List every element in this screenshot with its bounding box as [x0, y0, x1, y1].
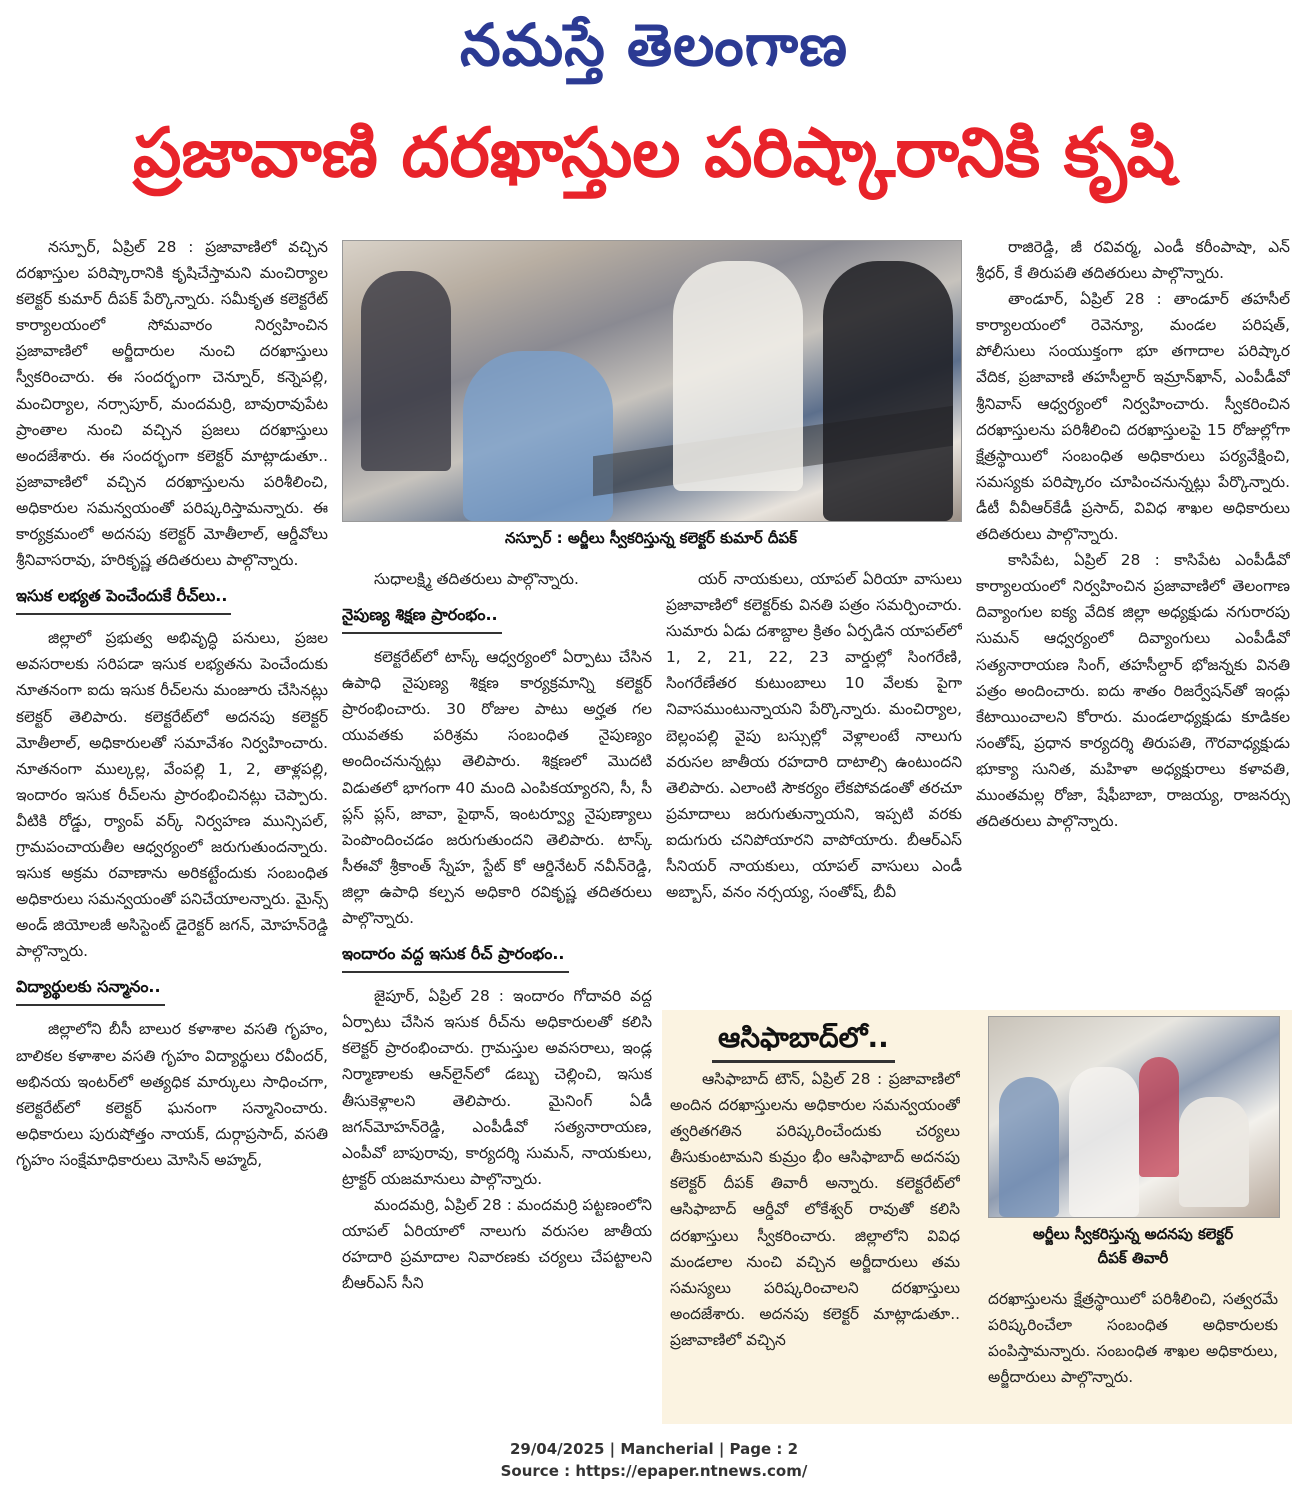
article-paragraph: జైపూర్, ఏప్రిల్ 28 : ఇందారం గోదావరి వద్ద ఏర్పాటు చేసిన ఇసుక రీచ్‌ను అధికారులతో కలిసి కలెక్టర్ ప్రారంభించారు. గ్రామస్తుల అవసరాలు, ఇండ్ల నిర్మాణాలకు ఆన్‌లైన్‌లో డబ్బు చెల్లించి, ఇసుక తీసుకెళ్లాలని తెలిపారు. మైనింగ్ ఏడీ జగన్‌మోహన్‌రెడ్డి, ఎంపీడీవో సత్యనారాయణ, ఎంపీవో బాపురావు, కార్యదర్శి సుమన్, నాయకులు, ట్రాక్టర్ యజమానులు పాల్గొన్నారు.	[342, 987, 652, 1188]
article-paragraph: యర్ నాయకులు, యాపల్ ఏరియా వాసులు ప్రజావాణిలో కలెక్టర్‌కు వినతి పత్రం సమర్పించారు. సుమారు ఏడు దశాబ్దాల క్రితం ఏర్పడిన యాపల్‌లో 1, 2, 21, 22, 23 వార్డుల్లో సింగరేణి, సింగరేణేతర కుటుంబాలు 10 వేలకు పైగా నివాసముంటున్నాయని పేర్కొన్నారు. మంచిర్యాల, బెల్లంపల్లి వైపు బస్సుల్లో వెళ్లాలంటే నాలుగు వరుసల జాతీయ రహదారి దాటాల్సి ఉంటుందని తెలిపారు. ఎలాంటి సౌకర్యం లేకపోవడంతో తరచూ ప్రమాదాలు జరుగుతున్నాయని, ఇప్పటి వరకు ఐదుగురు చనిపోయారని వాపోయారు. బీఆర్‌ఎస్ సీనియర్ నాయకులు, యాపల్ వాసులు ఎండీ అబ్బాస్, వనం నర్సయ్య, సంతోష్, బీవీ	[666, 570, 962, 902]
subheading: ఇందారం వద్ద ఇసుక రీచ్ ప్రారంభం..	[342, 939, 569, 973]
article-paragraph: కాసిపేట, ఏప్రిల్ 28 : కాసిపేట ఎంపీడీవో కార్యాలయంలో నిర్వహించిన ప్రజావాణిలో తెలంగాణ దివ్యాంగుల ఐక్య వేదిక జిల్లా అధ్యక్షుడు నగురారపు సుమన్ ఆధ్వర్యంలో దివ్యాంగులు ఎంపీడీవో సత్యనారాయణ సింగ్, తహసీల్దార్ భోజన్నకు వినతి పత్రం అందించారు. ఐదు శాతం రిజర్వేషన్‌తో ఇండ్లు కేటాయించాలని కోరారు. మండలాధ్యక్షుడు కూడికల సంతోష్, ప్రధాన కార్యదర్శి తిరుపతి, గౌరవాధ్యక్షుడు భూక్యా సునిత, మహిళా అధ్యక్షురాలు కళావతి, ముంతమల్ల రోజా, షేఫీబాబా, రాజయ్య, రాజనర్సు తదితరులు పాల్గొన్నారు.	[976, 551, 1290, 831]
article-paragraph: తాండూర్, ఏప్రిల్ 28 : తాండూర్ తహసీల్ కార్యాలయంలో రెవెన్యూ, మండల పరిషత్, పోలీసులు సంయుక్తంగా భూ తగాదాల పరిష్కార వేదిక, ప్రజావాణి తహసీల్దార్ ఇమ్రాన్‌ఖాన్, ఎంపీడీవో శ్రీనివాస్ ఆధ్వర్యంలో నిర్వహించారు. స్వీకరించిన దరఖాస్తులను పరిశీలించి దరఖాస్తులపై 15 రోజుల్లోగా క్షేత్రస్థాయిలో సంబంధిత అధికారులు పర్యవేక్షించి, సమస్యకు పరిష్కారం చూపించనున్నట్లు పేర్కొన్నారు. డీటీ వీవీఆర్‌కేడీ ప్రసాద్, వివిధ శాఖల అధికారులు తదితరులు పాల్గొన్నారు.	[976, 290, 1290, 544]
column-3	[666, 566, 962, 986]
subheading: విద్యార్థులకు సన్మానం..	[16, 972, 165, 1006]
asifabad-box	[662, 1010, 1292, 1424]
photo-figure	[463, 351, 613, 521]
asifabad-title: ఆసిఫాబాద్‌లో..	[712, 1016, 895, 1063]
footer-date-line: 29/04/2025 | Mancherial | Page : 2	[509, 1440, 799, 1458]
photo-figure	[361, 271, 451, 471]
column-1	[16, 234, 328, 1424]
main-photo	[342, 240, 962, 522]
article-paragraph: మందమర్రి, ఏప్రిల్ 28 : మందమర్రి పట్టణంలోని యాపల్ ఏరియాలో నాలుగు వరుసల జాతీయ రహదారి ప్రమాదాల నివారణకు చర్యలు చేపట్టాలని బీఆర్‌ఎస్ సీని	[342, 1195, 652, 1293]
asifabad-text	[670, 1066, 960, 1420]
photo-figure	[673, 261, 803, 491]
article-paragraph: జిల్లాలో ప్రభుత్వ అభివృద్ధి పనులు, ప్రజల అవసరాలకు సరిపడా ఇసుక లభ్యతను పెంచేందుకు నూతనంగా ఐదు ఇసుక రీచ్‌లను మంజూరు చేసినట్లు కలెక్టర్ తెలిపారు. కలెక్టరేట్‌లో అదనపు కలెక్టర్ మోతీలాల్, అధికారులతో సమావేశం నిర్వహించారు. నూతనంగా ముల్కల్ల, వేంపల్లి 1, 2, తాళ్లపల్లి, ఇందారం ఇసుక రీచ్‌లను ప్రారంభించినట్లు చెప్పారు. వీటికి రోడ్డు, ర్యాంప్ వర్క్ నిర్వహణ మున్సిపల్, గ్రామపంచాయతీల ఆధ్వర్యంలో జరుగుతుందన్నారు. ఇసుక అక్రమ రవాణాను అరికట్టేందుకు సంబంధిత అధికారులు సమన్వయంతో పనిచేయాలన్నారు. మైన్స్ అండ్ జియోలజీ అసిస్టెంట్ డైరెక్టర్ జగన్, మోహన్‌రెడ్డి పాల్గొన్నారు.	[16, 629, 328, 961]
subheading: నైపుణ్య శిక్షణ ప్రారంభం..	[342, 600, 502, 634]
article-paragraph: రాజిరెడ్డి, జీ రవివర్మ, ఎండీ కరీంపాషా, ఎన్ శ్రీధర్, కే తిరుపతి తదితరులు పాల్గొన్నారు.	[976, 238, 1290, 283]
article-paragraph: దరఖాస్తులను క్షేత్రస్థాయిలో పరిశీలించి, సత్వరమే పరిష్కరించేలా సంబంధిత అధికారులకు పంపిస్తామన్నారు. సంబంధిత శాఖల అధికారులు, అర్జీదారులు పాల్గొన్నారు.	[988, 1290, 1278, 1387]
masthead-logo: నమస్తే తెలంగాణ	[460, 11, 848, 79]
photo-figure	[999, 1077, 1059, 1217]
photo-figure	[1179, 1097, 1249, 1207]
column-2	[342, 566, 652, 1424]
column-4	[976, 234, 1290, 986]
asifabad-text-continued	[988, 1286, 1278, 1420]
article-paragraph: కలెక్టరేట్‌లో టాస్క్ ఆధ్వర్యంలో ఏర్పాటు చేసిన ఉపాధి నైపుణ్య శిక్షణ కార్యక్రమాన్ని కలెక్టర్ ప్రారంభించారు. 30 రోజుల పాటు అర్హత గల యువతకు పరిశ్రమ సంబంధిత నైపుణ్యం అందించనున్నట్లు తెలిపారు. శిక్షణలో మొదటి విడుతలో భాగంగా 40 మంది ఎంపికయ్యారని, సీ, సీ ప్లస్ ప్లస్, జావా, పైథాన్, ఇంటర్వ్యూ నైపుణ్యాలు పెంపొందించడం జరుగుతుందని తెలిపారు. టాస్క్ సీఈవో శ్రీకాంత్ స్నేహ, స్టేట్ కో ఆర్డినేటర్ నవీన్‌రెడ్డి, జిల్లా ఉపాధి కల్పన అధికారి రవికృష్ణ తదితరులు పాల్గొన్నారు.	[342, 648, 652, 928]
subheading: ఇసుక లభ్యత పెంచేందుకే రీచ్‌లు..	[16, 581, 231, 615]
footer-source-line: Source : https://epaper.ntnews.com/	[500, 1462, 808, 1480]
caption-line: దీపక్ తివారీ	[1097, 1249, 1169, 1267]
asifabad-caption	[988, 1222, 1278, 1270]
article-paragraph: ఆసిఫాబాద్ టౌన్, ఏప్రిల్ 28 : ప్రజావాణిలో అందిన దరఖాస్తులను అధికారుల సమన్వయంతో త్వరితగతిన పరిష్కరించేందుకు చర్యలు తీసుకుంటామని కుమ్రం భీం ఆసిఫాబాద్ అదనపు కలెక్టర్ దీపక్ తివారీ అన్నారు. కలెక్టరేట్‌లో ఆసిఫాబాద్ ఆర్డీవో లోకేశ్వర్ రావుతో కలిసి దరఖాస్తులు స్వీకరించారు. జిల్లాలోని వివిధ మండలాల నుంచి వచ్చిన అర్జీదారులు తమ సమస్యలు పరిష్కరించాలని దరఖాస్తులు అందజేశారు. అదనపు కలెక్టర్ మాట్లాడుతూ.. ప్రజావాణిలో వచ్చిన	[670, 1070, 960, 1349]
article-paragraph: జిల్లాలోని బీసీ బాలుర కళాశాల వసతి గృహం, బాలికల కళాశాల వసతి గృహం విద్యార్థులు రవీందర్, అభినయ ఇంటర్‌లో అత్యధిక మార్కులు సాధించగా, కలెక్టరేట్‌లో కలెక్టర్ ఘనంగా సన్మానించారు. అధికారులు పురుషోత్తం నాయక్, దుర్గాప్రసాద్, వసతి గృహం సంక్షేమాధికారులు మోసిన్ అహ్మద్,	[16, 1020, 328, 1169]
photo-figure	[1139, 1057, 1179, 1177]
headline: ప్రజావాణి దరఖాస్తుల పరిష్కారానికి కృషి	[133, 114, 1175, 193]
article-paragraph: సుధాలక్ష్మి తదితరులు పాల్గొన్నారు.	[374, 570, 579, 588]
asifabad-photo	[988, 1016, 1280, 1218]
article-paragraph: నస్పూర్, ఏప్రిల్ 28 : ప్రజావాణిలో వచ్చిన దరఖాస్తుల పరిష్కారానికి కృషిచేస్తామని మంచిర్యాల కలెక్టర్ కుమార్ దీపక్ పేర్కొన్నారు. సమీకృత కలెక్టరేట్ కార్యాలయంలో సోమవారం నిర్వహించిన ప్రజావాణిలో అర్జీదారుల నుంచి దరఖాస్తులు స్వీకరించారు. ఈ సందర్భంగా చెన్నూర్, కన్నెపల్లి, మంచిర్యాల, నర్సాపూర్, మందమర్రి, బావురావుపేట ప్రాంతాల నుంచి వచ్చిన ప్రజలు దరఖాస్తులు అందజేశారు. ఈ సందర్భంగా కలెక్టర్ మాట్లాడుతూ.. ప్రజావాణిలో వచ్చిన దరఖాస్తులను పరిశీలించి, అధికారుల సమన్వయంతో పరిష్కరిస్తామన్నారు. ఈ కార్యక్రమంలో అదనపు కలెక్టర్ మోతీలాల్, ఆర్డీవోలు శ్రీనివాసరావు, హరికృష్ణ తదితరులు పాల్గొన్నారు.	[16, 238, 328, 570]
photo-figure	[823, 261, 953, 521]
caption-line: అర్జీలు స్వీకరిస్తున్న అదనపు కలెక్టర్	[1032, 1225, 1234, 1243]
page-footer	[0, 1438, 1308, 1482]
photo-figure	[1069, 1067, 1139, 1217]
photo-caption: నస్పూర్ : అర్జీలు స్వీకరిస్తున్న కలెక్టర్ కుమార్ దీపక్	[505, 529, 797, 547]
